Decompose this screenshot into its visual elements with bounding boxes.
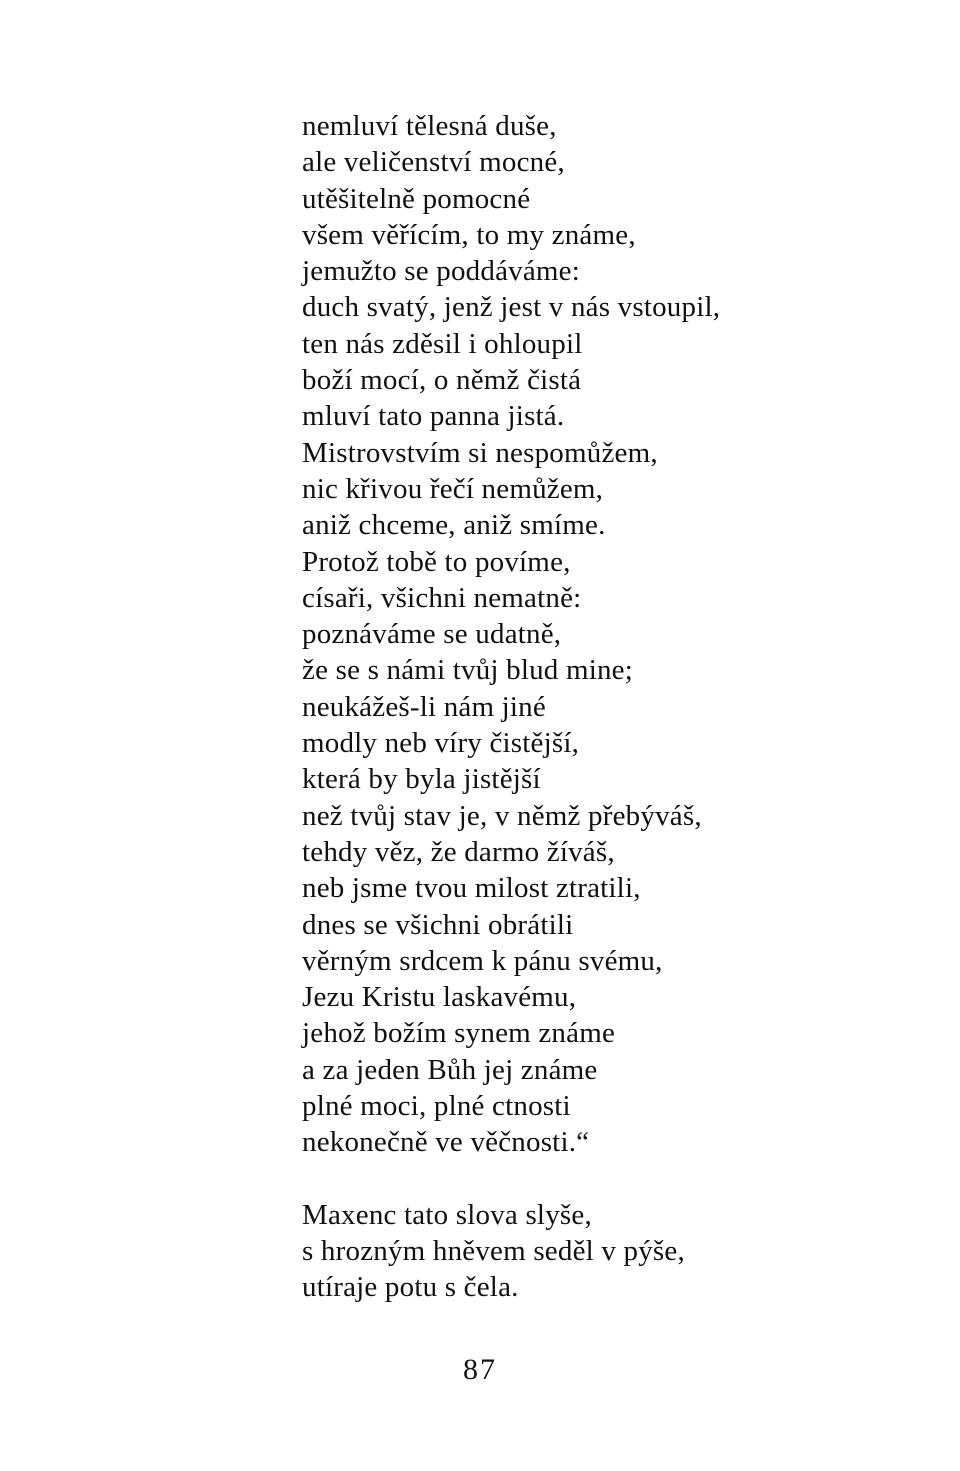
poem-line: nic křivou řečí nemůžem, [302, 472, 604, 505]
poem-line: tehdy věz, že darmo žíváš, [302, 835, 615, 868]
poem-line: a za jeden Bůh jej známe [302, 1053, 598, 1086]
poem-line: duch svatý, jenž jest v nás vstoupil, [302, 291, 721, 324]
poem-line: než tvůj stav je, v němž přebýváš, [302, 799, 702, 832]
poem-line: aniž chceme, aniž smíme. [302, 509, 606, 542]
poem-line: Mistrovstvím si nespomůžem, [302, 436, 658, 469]
poem-line: Maxenc tato slova slyše, [302, 1198, 592, 1231]
poem-line: modly neb víry čistější, [302, 727, 580, 760]
poem-line: všem věřícím, to my známe, [302, 218, 636, 251]
poem-line: utěšitelně pomocné [302, 182, 531, 215]
poem-line: nekonečně ve věčnosti.“ [302, 1126, 590, 1159]
poem-line: ale veličenství mocné, [302, 146, 565, 179]
poem-line: jehož božím synem známe [302, 1017, 616, 1050]
page-number: 87 [463, 1353, 497, 1386]
stanza-1 [302, 108, 922, 1161]
poem-line: Protož tobě to povíme, [302, 545, 571, 578]
poem-line: ten nás zděsil i ohloupil [302, 327, 583, 360]
poem-line: věrným srdcem k pánu svému, [302, 944, 663, 977]
poem-line: poznáváme se udatně, [302, 618, 562, 651]
poem-line: neukážeš-li nám jiné [302, 690, 546, 723]
poem-line: že se s námi tvůj blud mine; [302, 654, 633, 687]
poem-line: Jezu Kristu laskavému, [302, 981, 577, 1014]
poem-line: nemluví tělesná duše, [302, 110, 557, 142]
poem-line: císaři, všichni nematně: [302, 581, 582, 614]
poem-line: s hrozným hněvem seděl v pýše, [302, 1234, 685, 1267]
stanza-2 [302, 1197, 922, 1306]
poem-line: plné moci, plné ctnosti [302, 1090, 571, 1123]
poem-line: neb jsme tvou milost ztratili, [302, 872, 641, 905]
poem-line: utíraje potu s čela. [302, 1271, 519, 1304]
poem-line: mluví tato panna jistá. [302, 400, 565, 433]
poem-line: dnes se všichni obrátili [302, 908, 574, 941]
poem-line: jemužto se poddáváme: [302, 255, 581, 288]
poem-text [302, 108, 922, 1306]
poem-line: boží mocí, o němž čistá [302, 364, 582, 397]
poem-line: která by byla jistější [302, 763, 541, 796]
